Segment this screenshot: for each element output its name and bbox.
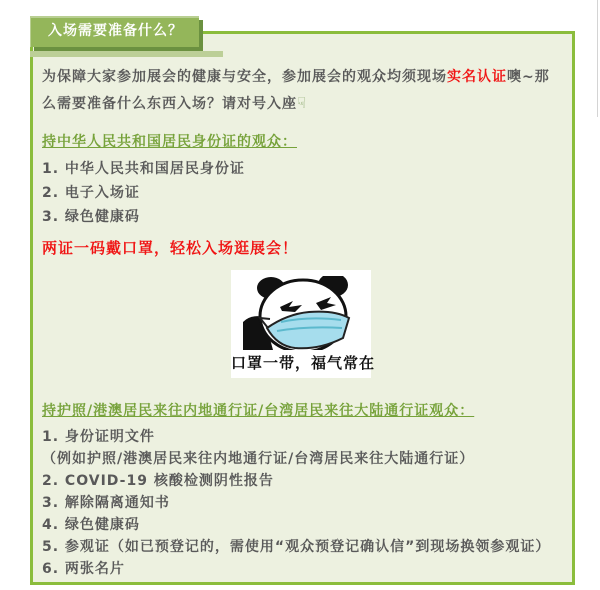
section-title-tab [30, 16, 199, 47]
section2-heading: 持护照/港澳居民来往内地通行证/台湾居民来往大陆通行证观众： [42, 403, 475, 419]
panda-meme [231, 270, 376, 378]
section1-heading: 持中华人民共和国居民身份证的观众： [42, 134, 297, 150]
content-panel [30, 23, 575, 585]
pointing-down-icon: ☟ [297, 94, 308, 112]
meme-caption: 口罩一带，福气常在 [231, 354, 376, 372]
list-item: 1. 身份证明文件 [42, 429, 155, 445]
section2-list [42, 426, 560, 580]
page-title: 入场需要准备什么？ [48, 23, 183, 39]
list-item: 5. 参观证（如已预登记的，需使用“观众预登记确认信”到现场换领参观证） [42, 539, 551, 555]
intro-highlight-realname: 实名认证 [447, 69, 507, 85]
list-item: 6. 两张名片 [42, 561, 125, 577]
list-item: 1. 中华人民共和国居民身份证 [42, 161, 245, 177]
page-edge-divider [597, 0, 598, 117]
intro-text-pre: 为保障大家参加展会的健康与安全，参加展会的观众均须现场 [42, 69, 447, 85]
slogan-text: 两证一码戴口罩，轻松入场逛展会！ [42, 239, 299, 257]
list-item: 2. 电子入场证 [42, 185, 140, 201]
list-item: 2. COVID-19 核酸检测阴性报告 [42, 473, 274, 489]
panel-body [33, 34, 572, 580]
list-item: 4. 绿色健康码 [42, 517, 140, 533]
intro-paragraph [42, 64, 560, 117]
section1-list [42, 157, 560, 229]
panda-mask-image [237, 276, 365, 350]
list-item: 3. 解除隔离通知书 [42, 495, 170, 511]
list-item-note: （例如护照/港澳居民来往内地通行证/台湾居民来往大陆通行证） [42, 451, 475, 467]
intro-text-post: 噢~那么需要准备什么东西入场？请对号入座 [42, 69, 550, 112]
list-item: 3. 绿色健康码 [42, 209, 140, 225]
